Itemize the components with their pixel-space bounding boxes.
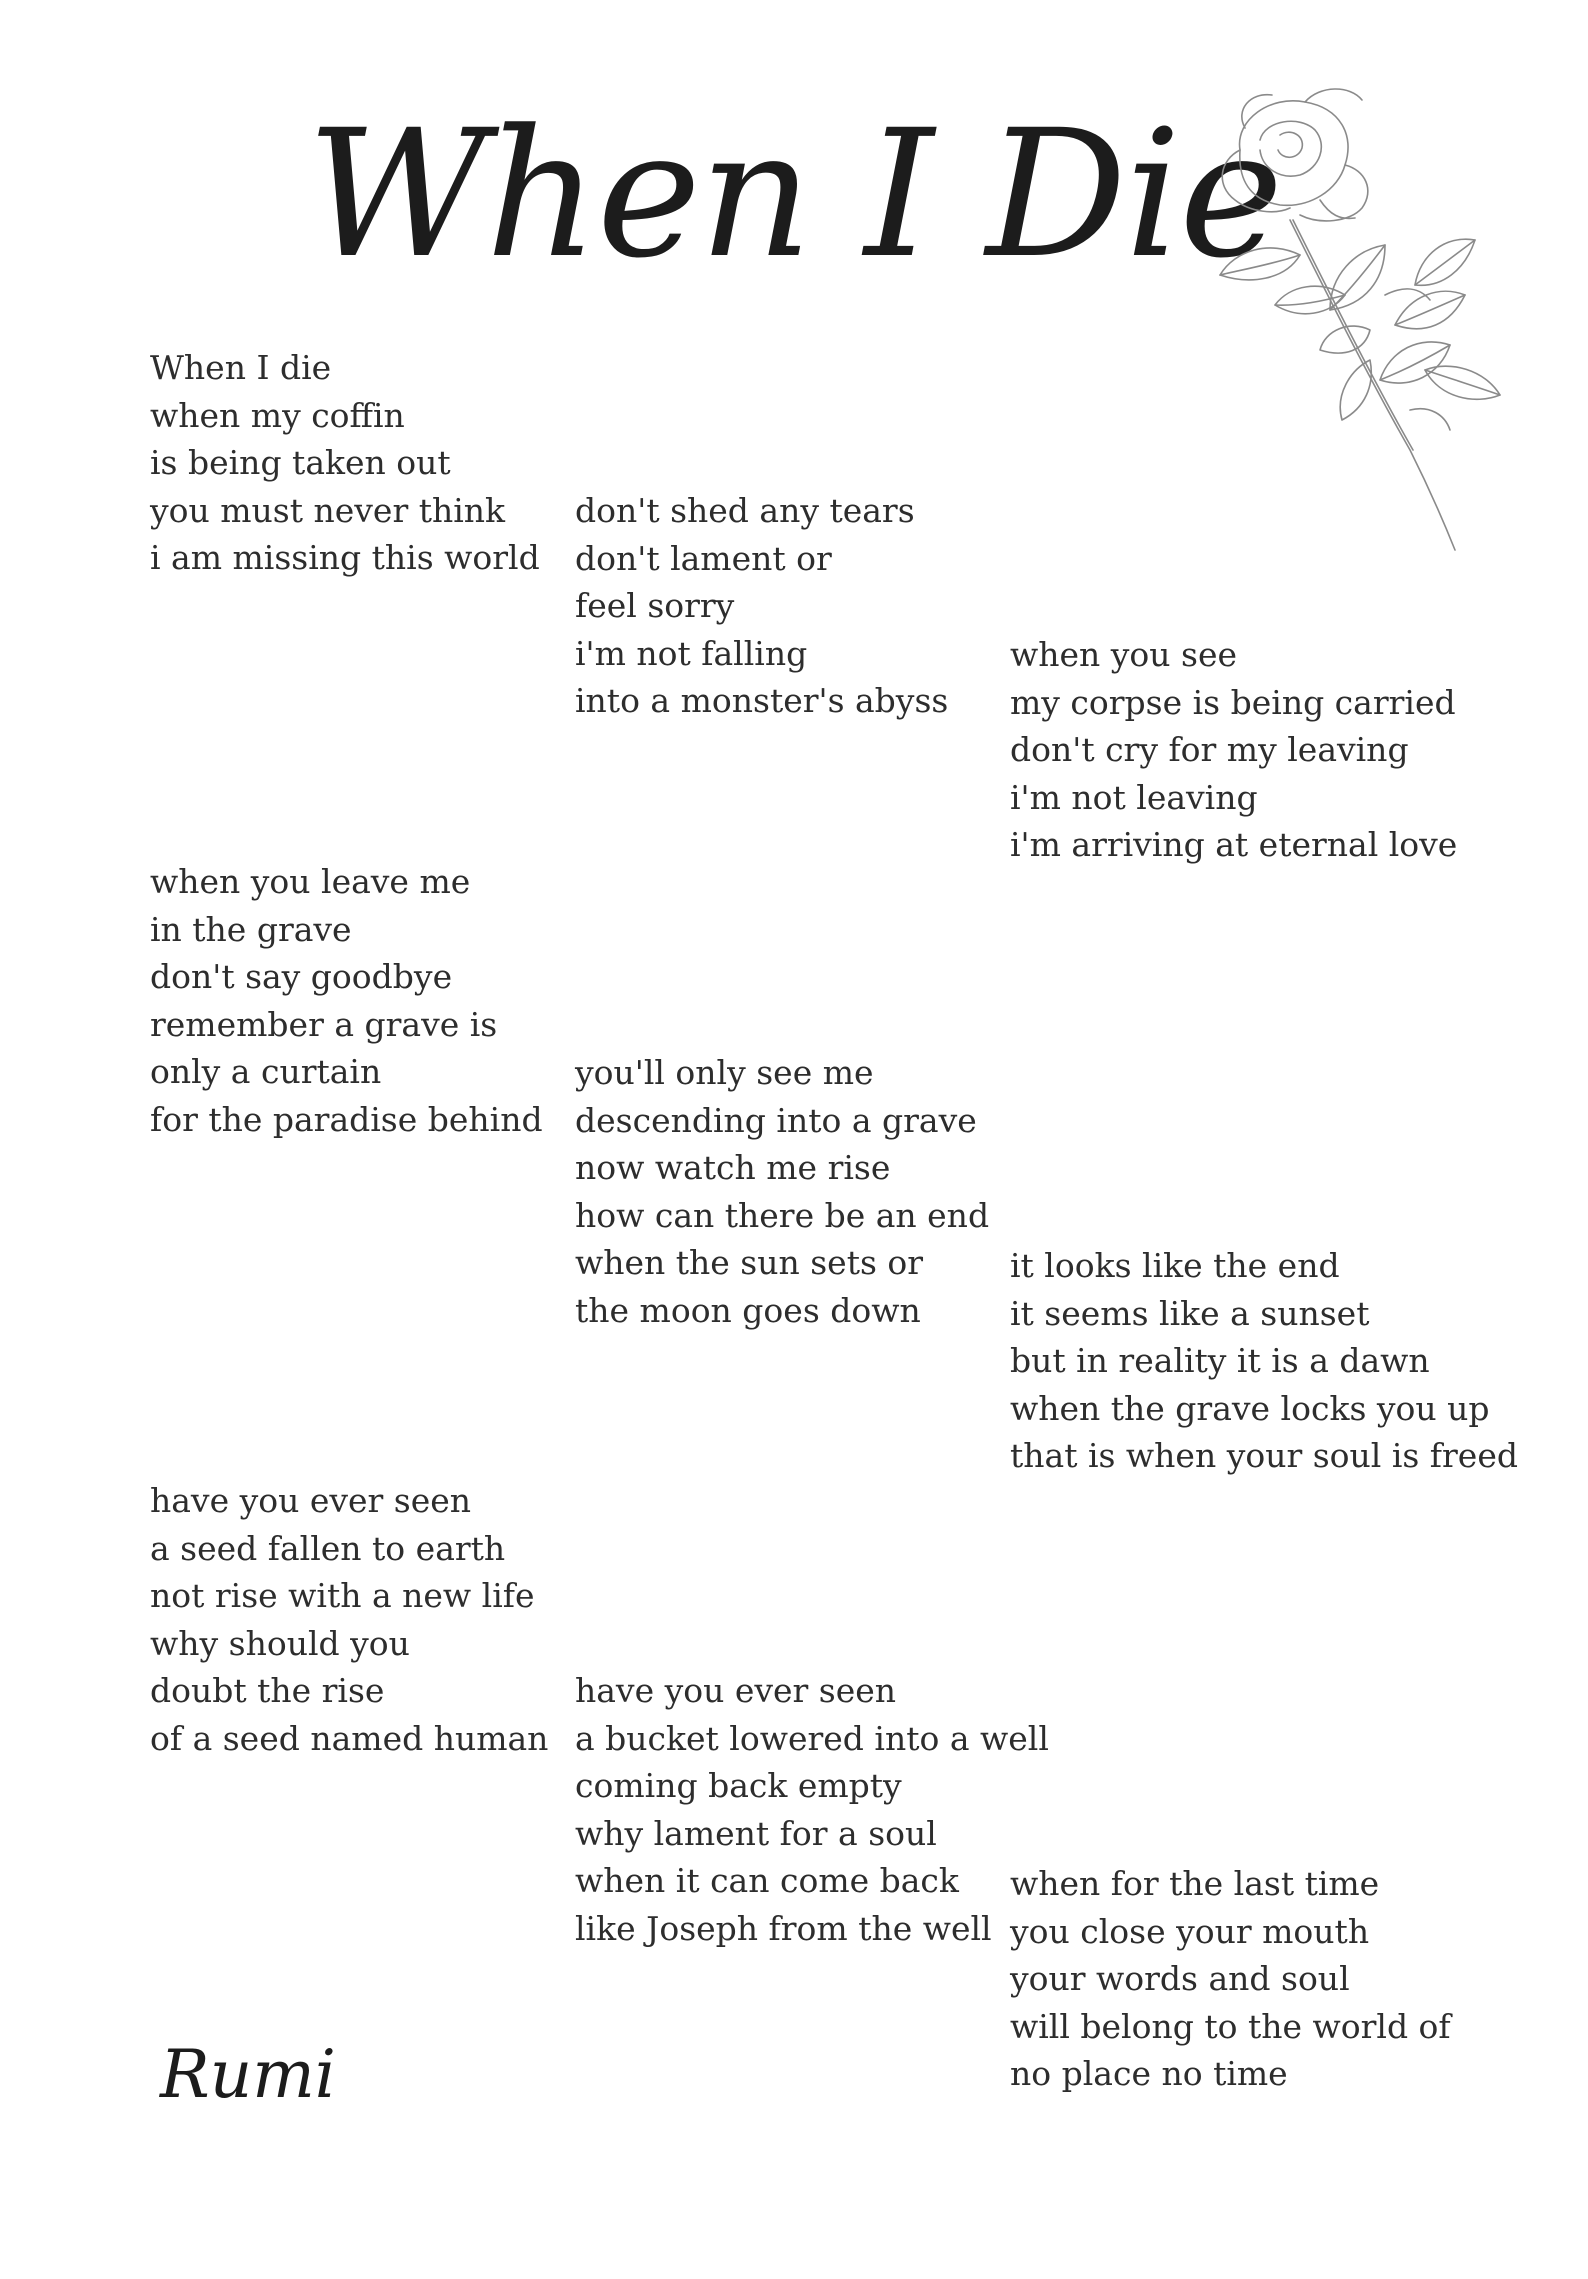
poem-line: your words and soul [1010,1959,1350,1998]
poem-line: why lament for a soul [575,1813,937,1853]
poem-line: when my coffin [150,395,405,435]
poem-line: i'm arriving at eternal love [1010,825,1458,864]
poem-line: when you see [1010,635,1238,674]
poem-line: into a monster's abyss [575,681,949,720]
poem-line: it looks like the end [1010,1246,1340,1285]
poem-line: in the grave [150,909,352,949]
poem-line: now watch me rise [575,1148,891,1187]
stanza-4 [150,858,543,1143]
poem-line: descending into a grave [575,1100,977,1140]
poem-line: when for the last time [1010,1864,1380,1903]
poem-line: when the grave locks you up [1010,1388,1490,1428]
poem-line: it seems like a sunset [1010,1293,1370,1333]
poem-line: feel sorry [575,586,735,625]
poem-line: will belong to the world of [1010,2006,1451,2046]
poem-line: a bucket lowered into a well [575,1718,1049,1758]
poem-line: coming back empty [575,1766,902,1805]
poem-line: you must never think [150,490,506,530]
poem-line: when the sun sets or [575,1243,924,1282]
stanza-7 [150,1477,548,1762]
stanza-9 [1010,1860,1451,2098]
rose-illustration [1180,80,1550,560]
poem-line: remember a grave is [150,1004,498,1044]
poem-line: don't shed any tears [575,491,915,530]
poem-line: of a seed named human [150,1718,549,1758]
poem-line: a seed fallen to earth [150,1528,506,1568]
poem-line: doubt the rise [150,1671,385,1710]
poem-line: my corpse is being carried [1010,682,1456,722]
poem-line: is being taken out [150,443,451,482]
poem-line: why should you [150,1623,410,1663]
poem-line: when it can come back [575,1861,959,1900]
poem-line: that is when your soul is freed [1010,1436,1518,1475]
poem-line: i am missing this world [150,538,540,577]
poem-line: no place no time [1010,2054,1288,2093]
poem-line: but in reality it is a dawn [1010,1341,1430,1380]
stanza-5 [575,1049,989,1334]
poem-title: When I Die [306,92,1282,297]
poem-line: have you ever seen [150,1481,472,1520]
stanza-8 [575,1667,1049,1952]
stanza-6 [1010,1242,1518,1480]
poem-line: i'm not leaving [1010,777,1258,817]
poem-line: you close your mouth [1010,1911,1370,1951]
poem-line: for the paradise behind [150,1099,543,1139]
stanza-2 [575,487,948,725]
author-signature: Rumi [160,2036,336,2113]
poem-line: not rise with a new life [150,1576,535,1615]
poem-line: the moon goes down [575,1290,921,1330]
poem-line: how can there be an end [575,1195,990,1235]
stanza-1 [150,344,540,582]
poem-line: like Joseph from the well [575,1908,992,1948]
poem-line: when you leave me [150,862,471,901]
poem-line: i'm not falling [575,633,808,673]
poem-line: have you ever seen [575,1671,897,1710]
poem-line: don't say goodbye [150,957,453,996]
poem-line: you'll only see me [575,1053,874,1092]
poem-line: don't lament or [575,538,832,578]
stanza-3 [1010,631,1457,869]
poem-line: only a curtain [150,1052,382,1091]
poem-line: don't cry for my leaving [1010,730,1409,769]
poem-line: When I die [150,348,332,387]
